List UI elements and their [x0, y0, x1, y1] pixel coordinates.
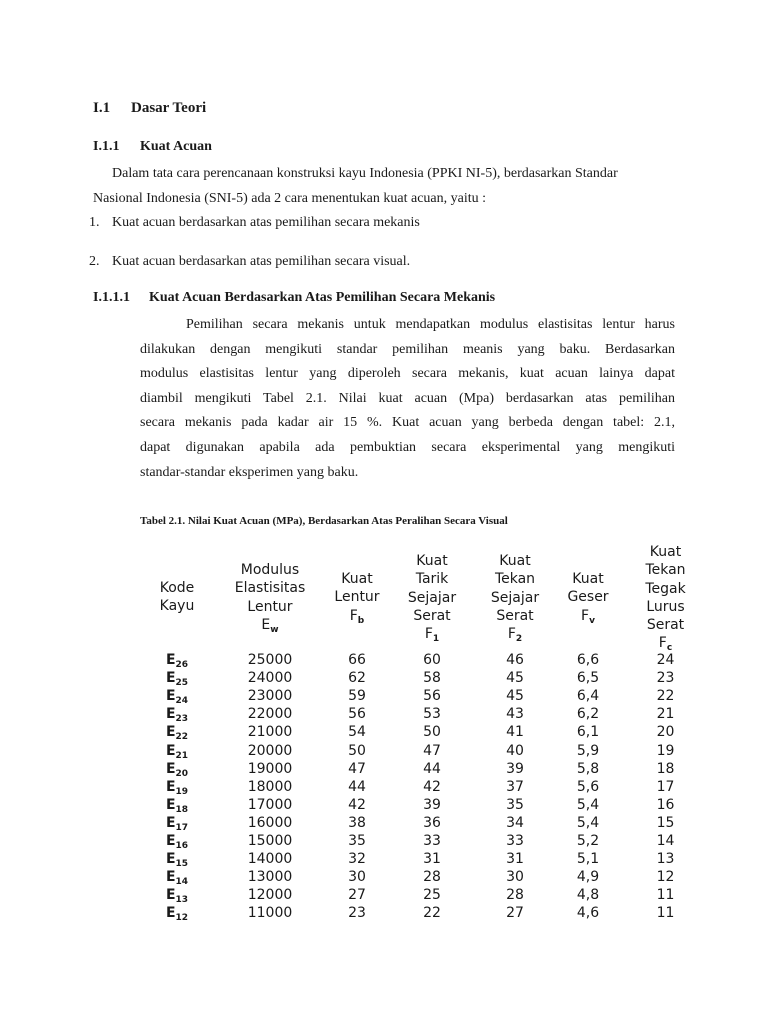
cell-ew: 19000: [247, 760, 293, 777]
cell-f2: 27: [506, 905, 524, 922]
cell-kode: $E_{15}$: [165, 851, 189, 870]
cell-f1: 36: [423, 814, 441, 831]
cell-fb: 50: [348, 742, 366, 759]
table-row: [0, 760, 768, 778]
cell-f1: 50: [423, 724, 441, 741]
cell-f1: 56: [423, 688, 441, 705]
section-title: Dasar Teori: [131, 100, 207, 116]
cell-fb: 35: [348, 833, 366, 849]
cell-fb: 27: [348, 887, 366, 904]
cell-f1: 31: [423, 851, 441, 868]
body-line: modulus elastisitas lentur yang diperoleh secara mekanis, kuat acuan lainya dapat: [140, 366, 675, 381]
cell-fb: 42: [348, 796, 366, 813]
table-row: [0, 850, 768, 868]
cell-fc: 18: [656, 760, 675, 777]
cell-f1: 39: [423, 796, 441, 813]
cell-fv: 5,2: [576, 833, 600, 849]
cell-kode: $E_{12}$: [165, 905, 189, 924]
cell-kode: $E_{26}$: [165, 652, 189, 670]
cell-fv: 6,6: [576, 652, 600, 668]
body-line: dilakukan dengan mengikuti standar pemilihan meanis yang baku. Berdasarkan: [140, 342, 675, 357]
body-line: dapat digunakan apabila ada pembuktian secara eksperimental yang mengikuti: [140, 440, 675, 455]
cell-f2: 34: [506, 814, 524, 831]
cell-fc: 15: [656, 814, 675, 831]
table-row: [0, 651, 768, 669]
cell-fc: 20: [656, 724, 675, 741]
cell-fb: 47: [348, 760, 366, 777]
cell-f1: 42: [423, 778, 441, 795]
cell-kode: $E_{25}$: [165, 670, 189, 689]
header-kuat-tekan-tegak: Kuat Tekan Tegak Lurus Serat $F_c$: [645, 544, 686, 654]
cell-f1: 22: [423, 905, 441, 922]
cell-fc: 13: [656, 851, 675, 868]
cell-fv: 4,8: [576, 887, 600, 904]
cell-fb: 66: [348, 652, 366, 668]
cell-kode: $E_{14}$: [165, 869, 189, 888]
cell-f1: 28: [423, 869, 441, 886]
cell-fc: 24: [656, 652, 675, 668]
cell-f1: 47: [423, 742, 441, 759]
header-modulus: Modulus Elastisitas Lentur $E_w$: [234, 562, 306, 635]
cell-fb: 56: [348, 706, 366, 723]
cell-fv: 5,4: [576, 796, 600, 813]
cell-fb: 59: [348, 688, 366, 705]
body-line: diambil mengikuti Tabel 2.1. Nilai kuat acuan (Mpa) berdasarkan atas pemilihan: [140, 391, 675, 406]
list-item-text: Kuat acuan berdasarkan atas pemilihan secara visual.: [112, 254, 411, 269]
cell-ew: 14000: [247, 851, 293, 868]
table-row: [0, 742, 768, 760]
header-kuat-tarik: Kuat Tarik Sejajar Serat $F_1$: [407, 553, 457, 645]
table-row: [0, 868, 768, 886]
cell-f2: 31: [506, 851, 524, 868]
cell-fc: 17: [656, 778, 675, 795]
cell-f2: 39: [506, 760, 524, 777]
cell-ew: 22000: [247, 706, 293, 723]
table-row: [0, 778, 768, 796]
list-item-number: 2.: [89, 254, 100, 269]
cell-kode: $E_{13}$: [165, 887, 189, 906]
intro-line-1: Dalam tata cara perencanaan konstruksi kayu Indonesia (PPKI NI-5), berdasarkan Standar: [112, 166, 618, 181]
section-number: I.1: [93, 100, 111, 116]
cell-fv: 5,1: [576, 851, 600, 868]
table-row: [0, 832, 768, 850]
table-row: [0, 886, 768, 904]
list-item-text: Kuat acuan berdasarkan atas pemilihan secara mekanis: [112, 215, 420, 230]
cell-ew: 24000: [247, 670, 293, 687]
table-row: [0, 669, 768, 687]
subsection-title: Kuat Acuan: [140, 139, 212, 154]
cell-f2: 43: [506, 706, 524, 723]
table-row: [0, 796, 768, 814]
cell-fb: 30: [348, 869, 366, 886]
cell-ew: 12000: [247, 887, 293, 904]
cell-f2: 30: [506, 869, 524, 886]
table-caption: Tabel 2.1. Nilai Kuat Acuan (MPa), Berdasarkan Atas Peralihan Secara Visual: [140, 515, 508, 527]
cell-ew: 11000: [247, 905, 293, 922]
cell-fc: 11: [656, 887, 675, 904]
cell-fb: 44: [348, 778, 366, 795]
cell-f1: 53: [423, 706, 441, 723]
cell-ew: 16000: [247, 814, 293, 831]
cell-f2: 28: [506, 887, 524, 904]
cell-f1: 60: [423, 652, 441, 668]
subsubsection-number: I.1.1.1: [93, 290, 130, 305]
cell-fv: 6,4: [576, 688, 600, 705]
cell-ew: 20000: [247, 742, 293, 759]
cell-fv: 5,6: [576, 778, 600, 795]
cell-f1: 33: [423, 833, 441, 849]
list-item-number: 1.: [89, 215, 100, 230]
cell-fc: 11: [656, 905, 675, 922]
cell-fc: 21: [656, 706, 675, 723]
header-kuat-tekan-sejajar: Kuat Tekan Sejajar Serat $F_2$: [490, 553, 540, 645]
cell-fv: 4,9: [576, 869, 600, 886]
table-row: [0, 814, 768, 832]
table-body: [0, 651, 768, 926]
cell-fb: 54: [348, 724, 366, 741]
cell-f2: 41: [506, 724, 524, 741]
intro-line-2: Nasional Indonesia (SNI-5) ada 2 cara menentukan kuat acuan, yaitu :: [93, 191, 487, 206]
cell-f1: 44: [423, 760, 441, 777]
cell-fv: 6,1: [576, 724, 600, 741]
cell-kode: $E_{21}$: [165, 742, 189, 761]
cell-fv: 5,9: [576, 742, 600, 759]
cell-f2: 37: [506, 778, 524, 795]
subsubsection-title: Kuat Acuan Berdasarkan Atas Pemilihan Secara Mekanis: [149, 290, 496, 305]
cell-kode: $E_{24}$: [165, 688, 189, 707]
header-kode-kayu: Kode Kayu: [159, 580, 195, 615]
cell-ew: 17000: [247, 796, 293, 813]
cell-f1: 58: [423, 670, 441, 687]
section-heading: [93, 100, 313, 120]
cell-fc: 16: [656, 796, 675, 813]
cell-ew: 21000: [247, 724, 293, 741]
table-header: [0, 541, 768, 653]
cell-fv: 5,4: [576, 814, 600, 831]
body-line: secara mekanis pada kadar air 15 %. Kuat acuan yang berbeda dengan tabel: 2.1,: [140, 415, 675, 430]
cell-f2: 45: [506, 670, 524, 687]
cell-fv: 6,2: [576, 706, 600, 723]
cell-f2: 40: [506, 742, 524, 759]
cell-fc: 14: [656, 833, 675, 849]
cell-kode: $E_{18}$: [165, 796, 189, 815]
table-row: [0, 904, 768, 922]
subsection-number: I.1.1: [93, 139, 120, 154]
cell-fb: 62: [348, 670, 366, 687]
cell-kode: $E_{20}$: [165, 760, 189, 779]
cell-kode: $E_{22}$: [165, 724, 189, 743]
cell-ew: 23000: [247, 688, 293, 705]
cell-f2: 45: [506, 688, 524, 705]
header-kuat-lentur: Kuat Lentur $F_b$: [334, 571, 380, 626]
cell-fb: 38: [348, 814, 366, 831]
cell-kode: $E_{16}$: [165, 833, 189, 851]
cell-ew: 15000: [247, 833, 293, 849]
cell-fc: 19: [656, 742, 675, 759]
cell-kode: $E_{23}$: [165, 706, 189, 725]
cell-kode: $E_{17}$: [165, 814, 189, 833]
cell-ew: 25000: [247, 652, 293, 668]
table-row: [0, 705, 768, 723]
cell-fv: 6,5: [576, 670, 600, 687]
cell-fv: 4,6: [576, 905, 600, 922]
cell-fb: 23: [348, 905, 366, 922]
body-line: standar-standar eksperimen yang baku.: [140, 465, 359, 480]
table-row: [0, 723, 768, 741]
cell-f1: 25: [423, 887, 441, 904]
cell-ew: 18000: [247, 778, 293, 795]
cell-fc: 23: [656, 670, 675, 687]
body-line: Pemilihan secara mekanis untuk mendapatkan modulus elastisitas lentur harus: [186, 317, 675, 332]
cell-f2: 35: [506, 796, 524, 813]
cell-f2: 46: [506, 652, 524, 668]
cell-fc: 12: [656, 869, 675, 886]
cell-fb: 32: [348, 851, 366, 868]
table-row: [0, 687, 768, 705]
cell-fv: 5,8: [576, 760, 600, 777]
cell-f2: 33: [506, 833, 524, 849]
cell-kode: $E_{19}$: [165, 778, 189, 797]
cell-fc: 22: [656, 688, 675, 705]
cell-ew: 13000: [247, 869, 293, 886]
header-kuat-geser: Kuat Geser $F_v$: [567, 571, 609, 626]
